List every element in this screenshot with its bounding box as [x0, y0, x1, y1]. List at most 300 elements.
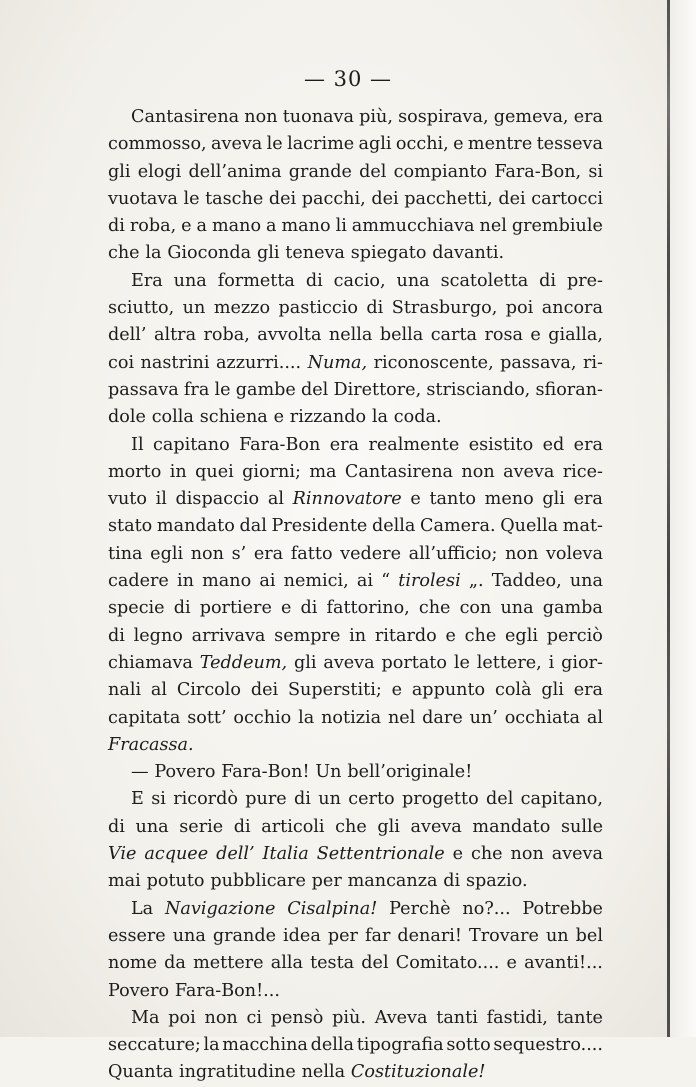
text-line	[108, 295, 603, 322]
word: e	[410, 489, 421, 510]
word: in	[176, 571, 194, 592]
word: dispaccio	[175, 489, 260, 510]
word: era	[329, 434, 360, 455]
word: e	[452, 844, 464, 865]
word: bel	[575, 925, 603, 946]
word: davanti.	[432, 243, 505, 264]
word: dei	[250, 680, 279, 701]
word: spiegato	[350, 243, 427, 264]
word: essere	[108, 925, 166, 946]
word: era	[573, 107, 603, 127]
text-line	[108, 786, 603, 813]
text-line	[108, 1032, 603, 1059]
word: non	[204, 1007, 238, 1028]
word: una	[173, 270, 207, 291]
word: del	[301, 379, 329, 400]
word: Cisalpina!	[287, 898, 378, 919]
word: e	[273, 407, 284, 428]
word: di	[108, 816, 125, 837]
word: che	[108, 243, 140, 264]
word: lacrime	[287, 134, 355, 155]
word: mandato	[156, 516, 235, 537]
word: Circolo	[176, 680, 241, 701]
word: era	[573, 489, 603, 510]
word: aveva	[410, 816, 462, 837]
word: e	[530, 325, 541, 346]
word: occhiata	[504, 707, 580, 728]
word: rice-	[562, 461, 603, 482]
word: che	[464, 625, 497, 646]
text-line	[108, 432, 603, 459]
word: e	[453, 134, 464, 155]
word: schiena	[199, 407, 268, 428]
word: al	[267, 489, 284, 510]
word: mancanza	[347, 871, 438, 892]
text-line	[108, 377, 603, 404]
word: gemeva,	[493, 107, 569, 127]
word: era	[573, 680, 603, 701]
word: mat-	[562, 516, 603, 537]
word: che	[470, 844, 503, 865]
word: meno	[484, 489, 534, 510]
word: denari!	[397, 925, 462, 946]
text-line	[108, 186, 603, 213]
word: lettere,	[476, 652, 542, 673]
word: poi	[505, 298, 534, 319]
word: tasche	[205, 188, 264, 209]
word: roba,	[129, 216, 177, 237]
word: sulle	[560, 816, 603, 837]
word: un’	[469, 707, 498, 728]
word: compianto	[393, 161, 488, 182]
word: Povero	[154, 762, 216, 783]
word: notizia	[321, 707, 382, 728]
word: avvolta	[257, 325, 322, 346]
word: teneva	[285, 243, 345, 264]
word: del	[486, 789, 514, 810]
word: si	[151, 789, 166, 810]
word: dal	[239, 516, 267, 537]
word: non	[505, 543, 539, 564]
word: stato	[108, 516, 153, 537]
word: spazio.	[465, 871, 528, 892]
word: arrivava	[191, 625, 266, 646]
word: grande	[288, 161, 352, 182]
word: il	[155, 489, 167, 510]
word: progetto	[401, 789, 479, 810]
word: le	[453, 652, 470, 673]
word: Fara-Bon,	[494, 161, 582, 182]
word: tanto	[429, 489, 476, 510]
word: dei	[498, 188, 526, 209]
word: la	[145, 243, 162, 264]
word: di	[108, 216, 125, 237]
text-line	[108, 104, 603, 131]
word: certo	[348, 789, 395, 810]
word: capitano	[152, 434, 230, 455]
word: Quella	[500, 516, 559, 537]
text-line	[108, 923, 603, 950]
word: una	[135, 816, 169, 837]
word: mano	[281, 216, 331, 237]
word: Costituzionale!	[350, 1062, 486, 1083]
word: far	[364, 925, 391, 946]
word: alla	[270, 953, 303, 974]
word: a	[266, 216, 277, 237]
word: che	[418, 598, 451, 619]
word: che	[335, 816, 367, 837]
word: bella	[379, 325, 424, 346]
word: era	[253, 543, 284, 564]
text-line	[108, 814, 603, 841]
word: del	[361, 953, 389, 974]
word: Comitato....	[395, 953, 500, 974]
word: tipografia	[356, 1035, 444, 1056]
word: le	[183, 188, 200, 209]
word: in	[349, 625, 367, 646]
word: La	[131, 898, 154, 919]
word: gior-	[561, 652, 603, 673]
word: ai	[356, 571, 374, 592]
word: mano	[202, 571, 252, 592]
word: portiere	[199, 598, 272, 619]
page-edge-shadow	[670, 0, 696, 1037]
word: gli	[256, 243, 280, 264]
word: dell’	[216, 844, 255, 865]
word: egli	[150, 543, 184, 564]
word: appunto	[411, 680, 486, 701]
word: poi	[168, 1007, 196, 1028]
word: Era	[131, 270, 163, 291]
word: coda.	[393, 407, 442, 428]
word: elogi	[137, 161, 182, 182]
word: di	[233, 816, 251, 837]
word: colla	[151, 407, 194, 428]
word: non	[190, 543, 224, 564]
word: dell’anima	[188, 161, 282, 182]
text-line	[108, 240, 603, 267]
word: vedere	[340, 543, 402, 564]
word: cartocci	[531, 188, 603, 209]
word: gamba	[542, 598, 603, 619]
word: Teddeum,	[199, 652, 288, 673]
word: tuonava	[282, 107, 354, 127]
word: strisciando,	[426, 379, 531, 400]
word: aveva	[503, 461, 555, 482]
word: per	[327, 925, 358, 946]
word: Italia	[262, 844, 309, 865]
word: acquee	[144, 844, 209, 865]
word: rizzando	[289, 407, 367, 428]
text-line	[108, 513, 603, 540]
word: mano	[211, 216, 262, 237]
word: della	[310, 1035, 355, 1056]
word: agli	[358, 134, 392, 155]
word: roba,	[203, 325, 250, 346]
word: gli	[541, 680, 564, 701]
word: le	[266, 134, 283, 155]
word: capitata	[108, 707, 181, 728]
text-line	[108, 841, 603, 868]
word: di	[443, 871, 461, 892]
word: della	[371, 516, 416, 537]
word: nome	[108, 953, 158, 974]
text-line	[108, 759, 603, 786]
word: in	[169, 461, 187, 482]
word: Trovare	[468, 925, 539, 946]
word: avanti!...	[524, 953, 603, 974]
word: Quanta	[108, 1062, 174, 1083]
word: Superstiti;	[287, 680, 382, 701]
word: sempre	[274, 625, 341, 646]
word: ammucchiava	[351, 216, 475, 237]
word: a	[196, 216, 208, 237]
word: macchina	[222, 1035, 308, 1056]
text-line	[108, 541, 603, 568]
text-line	[108, 950, 603, 977]
word: Settentrionale	[316, 844, 445, 865]
word: più,	[359, 107, 393, 127]
word: colà	[494, 680, 532, 701]
word: e	[506, 953, 517, 974]
word: ancora	[541, 298, 603, 319]
word: passava,	[500, 352, 577, 373]
word: un	[545, 925, 569, 946]
word: e	[280, 598, 292, 619]
word: gli	[108, 161, 131, 182]
word: tanti	[436, 1007, 478, 1028]
word: era	[573, 434, 603, 455]
word: mandato	[472, 816, 551, 837]
word: legno	[133, 625, 183, 646]
word: Navigazione	[165, 898, 276, 919]
word: scatoletta	[440, 270, 529, 291]
word: al	[586, 707, 603, 728]
word: Ma	[131, 1007, 160, 1028]
word: un	[182, 298, 206, 319]
word: Cantasirena	[131, 107, 240, 127]
word: tante	[556, 1007, 603, 1028]
word: morto	[108, 461, 162, 482]
word: un	[318, 789, 341, 810]
word: mettere	[193, 953, 264, 974]
word: Un	[315, 762, 342, 783]
word: Taddeo,	[491, 571, 562, 592]
word: di	[294, 789, 311, 810]
word: di	[173, 598, 191, 619]
word: di	[539, 270, 557, 291]
word: occhio	[233, 707, 292, 728]
word: nella	[328, 325, 373, 346]
word: nel	[387, 707, 416, 728]
word: sciutto,	[108, 298, 175, 319]
word: di	[366, 298, 384, 319]
word: Cantasirena	[344, 461, 454, 482]
word: gambe	[235, 379, 296, 400]
word: per	[311, 871, 342, 892]
word: gli	[377, 816, 400, 837]
text-line	[108, 159, 603, 186]
word: di	[305, 270, 323, 291]
word: realmente	[368, 434, 460, 455]
word: mentre	[467, 134, 533, 155]
word: coi	[108, 352, 135, 373]
word: dei	[268, 188, 297, 209]
word: ricordò	[173, 789, 238, 810]
word: la	[203, 1035, 220, 1056]
word: di	[300, 598, 318, 619]
word: mezzo	[213, 298, 271, 319]
word: mai	[108, 871, 141, 892]
word: nastrini	[140, 352, 210, 373]
text-line	[108, 486, 603, 513]
word: una	[396, 270, 430, 291]
word: di	[108, 625, 125, 646]
word: nemici,	[283, 571, 349, 592]
word: le	[214, 379, 231, 400]
word: fastidi,	[486, 1007, 548, 1028]
text-line	[108, 350, 603, 377]
word: Il	[131, 434, 144, 455]
word: sospirava,	[398, 107, 489, 127]
word: non	[244, 107, 278, 127]
word: grembiule	[511, 216, 603, 237]
word: dole	[108, 407, 146, 428]
word: voleva	[545, 543, 603, 564]
word: articoli	[261, 816, 325, 837]
word: fatto	[290, 543, 333, 564]
page-number: — 30 —	[303, 67, 393, 91]
word: ed	[542, 434, 565, 455]
word: idea	[283, 925, 321, 946]
word: perciò	[546, 625, 603, 646]
word: Fracassa.	[108, 734, 194, 755]
word: la	[371, 407, 388, 428]
word: Gioconda	[167, 243, 252, 264]
body-text	[108, 104, 603, 1087]
text-line	[108, 650, 603, 677]
word: tesseva	[536, 134, 603, 155]
word: giorni;	[242, 461, 301, 482]
word: Direttore,	[333, 379, 422, 400]
word: quei	[195, 461, 234, 482]
word: seccature;	[108, 1035, 201, 1056]
text-line	[108, 978, 603, 1005]
word: —	[131, 762, 149, 783]
word: ingratitudine	[178, 1062, 296, 1083]
word: gli	[542, 489, 565, 510]
word: una	[500, 598, 534, 619]
word: aveva	[551, 844, 603, 865]
word: ri-	[582, 352, 603, 373]
text-line	[108, 623, 603, 650]
word: gli	[293, 652, 317, 673]
text-line	[108, 268, 603, 295]
word: ai	[259, 571, 276, 592]
word: nel	[479, 216, 507, 237]
word: vuotava	[108, 188, 178, 209]
word: grande	[212, 925, 277, 946]
word: dei	[371, 188, 399, 209]
word: ma	[309, 461, 337, 482]
word: riconoscente,	[373, 352, 494, 373]
word: pasticcio	[278, 298, 358, 319]
word: pacchetti,	[404, 188, 493, 209]
word: carta	[430, 325, 477, 346]
word: dare	[422, 707, 463, 728]
word: più.	[332, 1007, 366, 1028]
word: aveva	[323, 652, 375, 673]
word: Povero	[108, 980, 170, 1001]
word: “	[381, 571, 391, 592]
text-line	[108, 404, 603, 431]
word: la	[298, 707, 315, 728]
word: cacio,	[333, 270, 386, 291]
word: pre-	[566, 270, 603, 291]
word: nali	[108, 680, 142, 701]
text-line	[108, 213, 603, 240]
word: pure	[245, 789, 287, 810]
word: Numa,	[307, 352, 368, 373]
text-line	[108, 868, 603, 895]
word: bell’originale!	[347, 762, 473, 783]
word: specie	[108, 598, 165, 619]
word: nella	[301, 1062, 346, 1083]
word: pacchi,	[301, 188, 366, 209]
word: sott’	[187, 707, 227, 728]
text-line	[108, 131, 603, 158]
word: Fara-Bon!...	[174, 980, 280, 1001]
word: chiamava	[108, 652, 193, 673]
text-line	[108, 459, 603, 486]
word: pubblicare	[210, 871, 306, 892]
word: li	[335, 216, 347, 237]
word: occhi,	[395, 134, 449, 155]
word: fattorino,	[326, 598, 410, 619]
word: al	[150, 680, 168, 701]
word: all’ufficio;	[408, 543, 498, 564]
word: Presidente	[271, 516, 368, 537]
word: una	[569, 571, 603, 592]
word: vuto	[108, 489, 147, 510]
word: azzurri....	[215, 352, 302, 373]
word: Camera.	[420, 516, 496, 537]
word: del	[359, 161, 387, 182]
text-line	[108, 1005, 603, 1032]
word: Fara-Bon!	[221, 762, 310, 783]
text-line	[108, 322, 603, 349]
word: commosso,	[108, 134, 207, 155]
word: ci	[246, 1007, 262, 1028]
word: pensò	[270, 1007, 324, 1028]
text-line	[108, 568, 603, 595]
word: fra	[183, 379, 210, 400]
word: altra	[153, 325, 197, 346]
word: e	[445, 625, 456, 646]
word: s’	[231, 543, 247, 564]
word: non	[461, 461, 495, 482]
text-line	[108, 595, 603, 622]
word: no?...	[462, 898, 511, 919]
word: portato	[381, 652, 447, 673]
word: potuto	[146, 871, 205, 892]
word: aveva	[211, 134, 263, 155]
text-line	[108, 732, 603, 759]
word: egli	[505, 625, 538, 646]
word: Potrebbe	[522, 898, 603, 919]
word: Vie	[108, 844, 137, 865]
text-line	[108, 896, 603, 923]
